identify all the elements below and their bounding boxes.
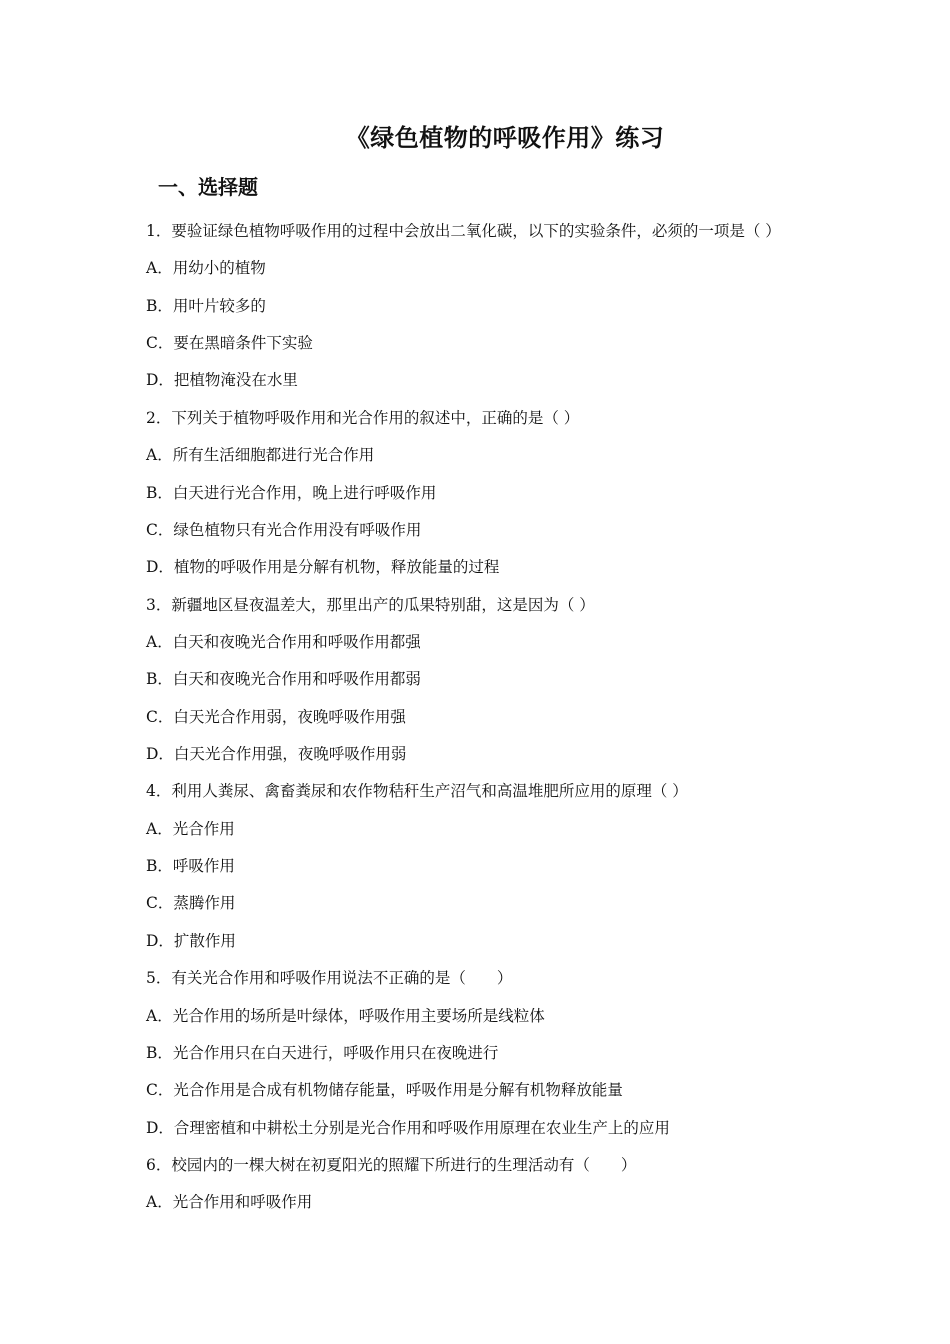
answer-option: B．光合作用只在白天进行，呼吸作用只在夜晚进行 (146, 1043, 499, 1062)
question-stem: 2．下列关于植物呼吸作用和光合作用的叙述中，正确的是（ ） (146, 408, 580, 427)
document-title: 《绿色植物的呼吸作用》练习 (345, 124, 665, 152)
answer-option: B．用叶片较多的 (146, 296, 266, 315)
answer-option: D．植物的呼吸作用是分解有机物，释放能量的过程 (146, 558, 500, 577)
question-list (146, 216, 926, 1225)
answer-option: D．合理密植和中耕松土分别是光合作用和呼吸作用原理在农业生产上的应用 (146, 1118, 670, 1137)
answer-option: B．白天进行光合作用，晚上进行呼吸作用 (146, 483, 437, 502)
question-stem: 6．校园内的一棵大树在初夏阳光的照耀下所进行的生理活动有（ ） (146, 1155, 637, 1174)
section-heading: 一、选择题 (158, 175, 258, 199)
answer-option: A．光合作用 (146, 819, 235, 838)
question-stem: 3．新疆地区昼夜温差大，那里出产的瓜果特别甜，这是因为（ ） (146, 595, 595, 614)
answer-option: C．光合作用是合成有机物储存能量，呼吸作用是分解有机物释放能量 (146, 1081, 623, 1100)
answer-option: C．蒸腾作用 (146, 894, 236, 913)
question-stem: 1．要验证绿色植物呼吸作用的过程中会放出二氧化碳，以下的实验条件，必须的一项是（ ） (146, 222, 781, 240)
answer-option: C．要在黑暗条件下实验 (146, 334, 313, 353)
answer-option: A．光合作用的场所是叶绿体，呼吸作用主要场所是线粒体 (146, 1006, 545, 1025)
answer-option: C．绿色植物只有光合作用没有呼吸作用 (146, 520, 422, 539)
question-stem: 5．有关光合作用和呼吸作用说法不正确的是（ ） (146, 969, 513, 988)
answer-option: A．所有生活细胞都进行光合作用 (146, 446, 375, 465)
answer-option: B．呼吸作用 (146, 857, 235, 876)
question-stem: 4．利用人粪尿、禽畜粪尿和农作物秸秆生产沼气和高温堆肥所应用的原理（ ） (146, 782, 688, 801)
answer-option: B．白天和夜晚光合作用和呼吸作用都弱 (146, 670, 421, 689)
answer-option: C．白天光合作用弱，夜晚呼吸作用强 (146, 707, 406, 726)
answer-option: A．光合作用和呼吸作用 (146, 1193, 313, 1212)
answer-option: A．用幼小的植物 (146, 259, 266, 278)
answer-option: A．白天和夜晚光合作用和呼吸作用都强 (146, 632, 421, 651)
answer-option: D．把植物淹没在水里 (146, 371, 298, 390)
answer-option: D．白天光合作用强，夜晚呼吸作用弱 (146, 745, 407, 764)
answer-option: D．扩散作用 (146, 931, 236, 950)
